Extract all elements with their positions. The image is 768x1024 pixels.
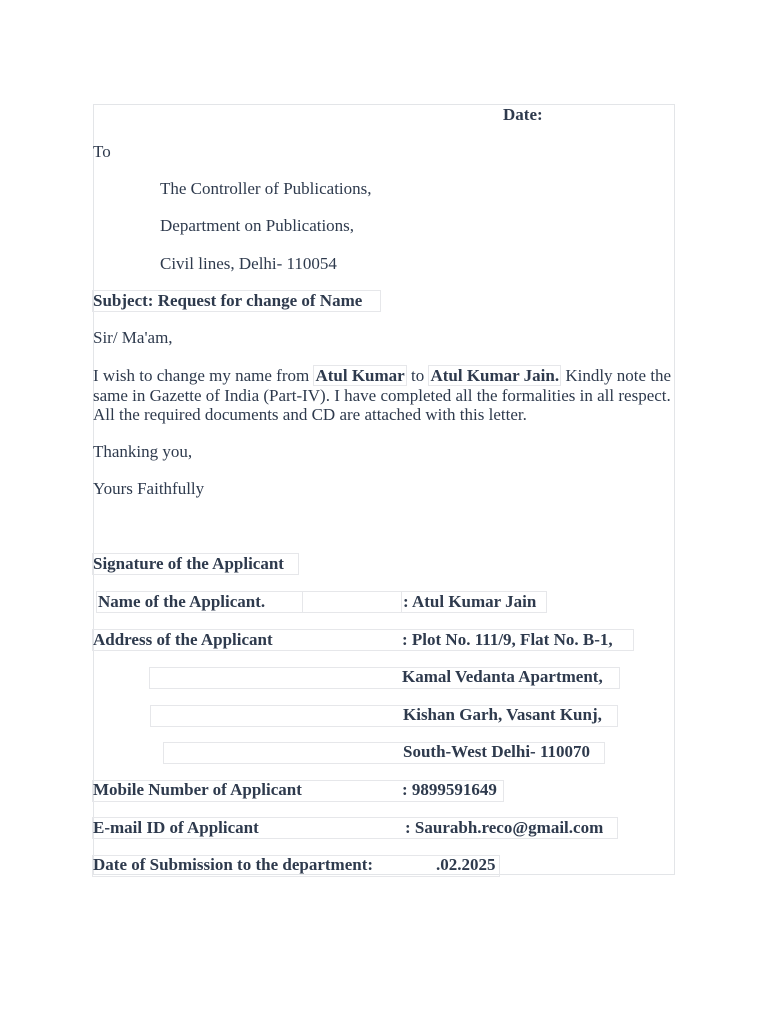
thanks-line: Thanking you,	[93, 442, 193, 461]
date-label: Date:	[503, 105, 543, 124]
email-value: : Saurabh.reco@gmail.com	[405, 818, 604, 837]
body-text-3: Kindly note the same in Gazette of India (Part-IV). I have completed all the formalities in all respect. All the required documents and CD are attached with this letter.	[93, 366, 672, 424]
submission-value: .02.2025	[436, 855, 496, 874]
body-paragraph	[93, 366, 677, 425]
address-line-1: : Plot No. 111/9, Flat No. B-1,	[402, 630, 613, 649]
body-text-1: I wish to change my name from	[93, 366, 314, 385]
addressee-line-3: Civil lines, Delhi- 110054	[160, 254, 337, 273]
submission-label: Date of Submission to the department:	[93, 855, 374, 874]
name-row-spacer	[302, 591, 402, 613]
name-value: : Atul Kumar Jain	[403, 592, 537, 611]
salutation: Sir/ Ma'am,	[93, 328, 173, 347]
old-name: Atul Kumar	[315, 366, 405, 385]
email-label: E-mail ID of Applicant	[93, 818, 259, 837]
address-line-3: Kishan Garh, Vasant Kunj,	[403, 705, 602, 724]
name-label: Name of the Applicant.	[98, 592, 266, 611]
body-text-2: to	[406, 366, 429, 385]
new-name: Atul Kumar Jain.	[430, 366, 560, 385]
mobile-label: Mobile Number of Applicant	[93, 780, 302, 799]
subject-line: Subject: Request for change of Name	[93, 291, 363, 310]
signature-label: Signature of the Applicant	[93, 554, 284, 573]
mobile-value: : 9899591649	[402, 780, 497, 799]
to-line: To	[93, 142, 111, 161]
closing-line: Yours Faithfully	[93, 479, 205, 498]
address-line-2: Kamal Vedanta Apartment,	[402, 667, 603, 686]
address-label: Address of the Applicant	[93, 630, 273, 649]
address-line-4: South-West Delhi- 110070	[403, 742, 591, 761]
addressee-line-1: The Controller of Publications,	[160, 179, 372, 198]
addressee-line-2: Department on Publications,	[160, 216, 355, 235]
